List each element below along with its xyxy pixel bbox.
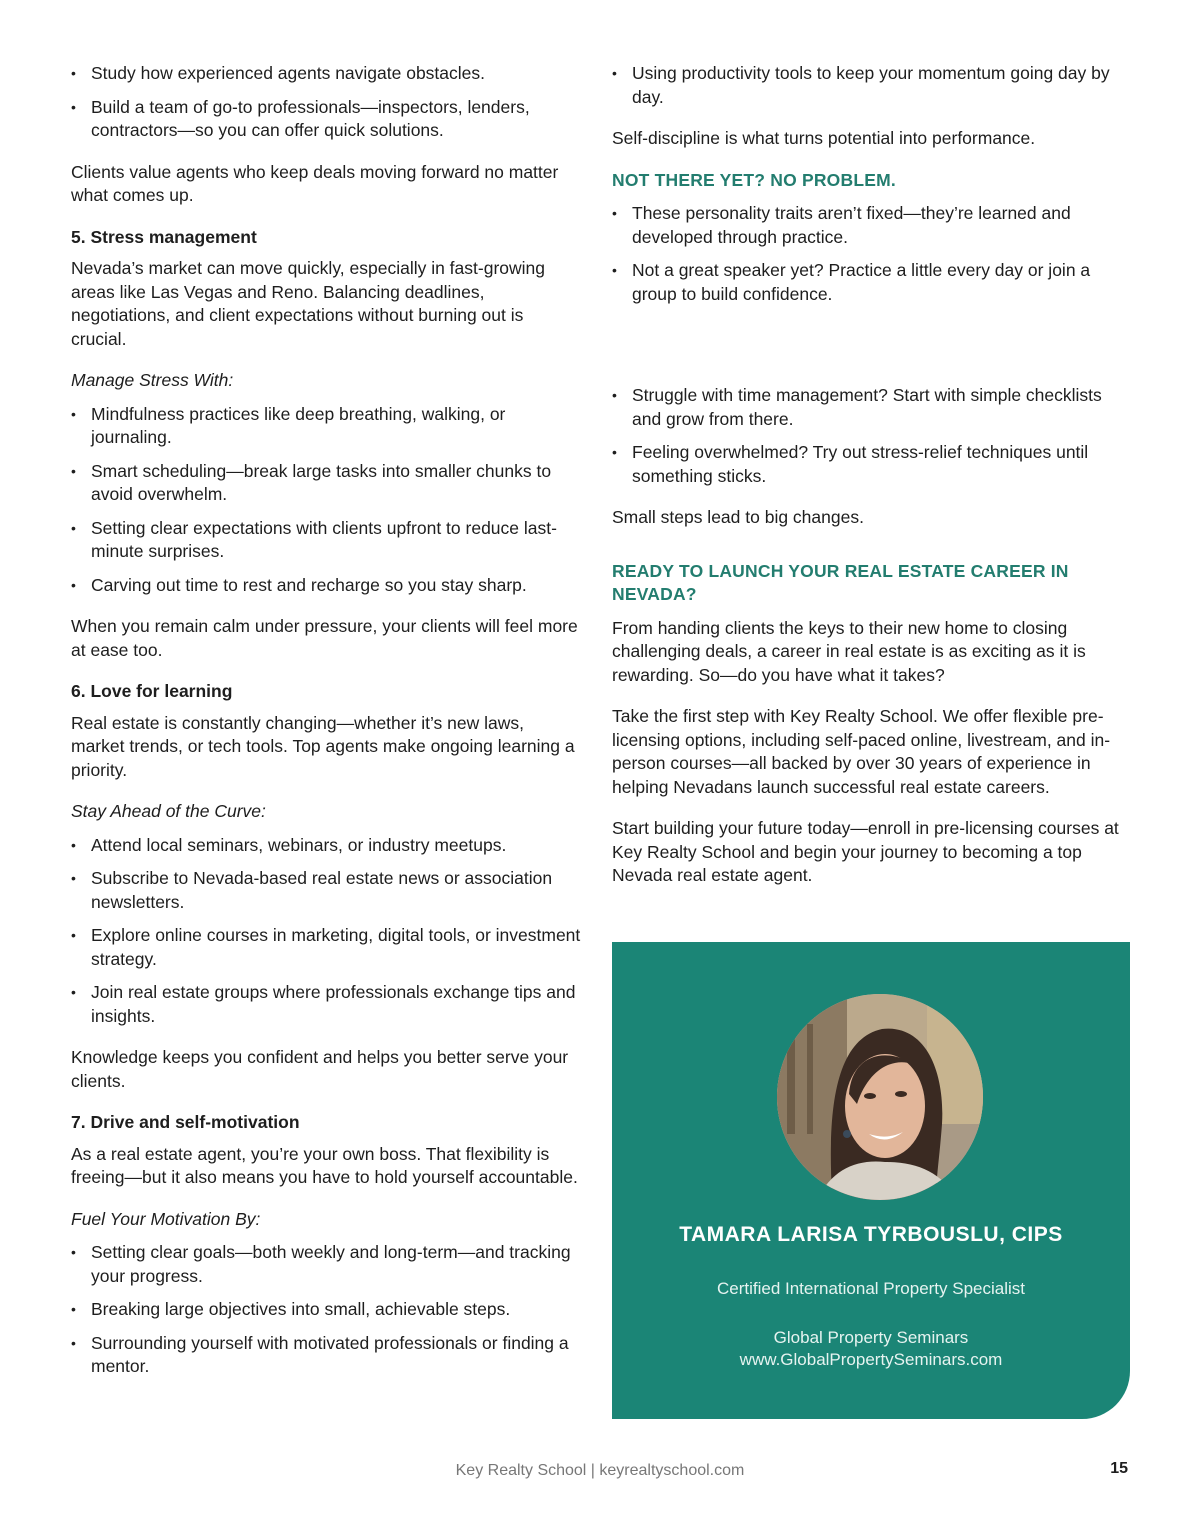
bullet-list xyxy=(71,62,581,143)
bullet-list xyxy=(612,62,1132,109)
paragraph: Knowledge keeps you confident and helps you better serve your clients. xyxy=(71,1047,569,1091)
list-item: • Breaking large objectives into small, achievable steps. xyxy=(71,1298,581,1322)
author-photo xyxy=(777,994,983,1200)
list-item: • Setting clear goals—both weekly and long-term—and tracking your progress. xyxy=(71,1241,581,1288)
section-heading: 5. Stress management xyxy=(71,226,257,247)
paragraph: Take the first step with Key Realty School. We offer flexible pre-licensing options, including self-paced online, livestream, and in-person courses—all backed by over 30 years of experience in helping Nevadans launch successful real estate careers. xyxy=(612,706,1111,797)
right-column xyxy=(612,62,1132,906)
subheading: Stay Ahead of the Curve: xyxy=(71,801,266,821)
paragraph: From handing clients the keys to their new home to closing challenging deals, a career in real estate is as exciting as it is rewarding. So—do you have what it takes? xyxy=(612,617,1086,685)
page-number: 15 xyxy=(1110,1460,1128,1477)
list-item: • Struggle with time management? Start with simple checklists and grow from there. xyxy=(612,384,1132,431)
subheading: Manage Stress With: xyxy=(71,370,234,390)
organization-name: Global Property Seminars xyxy=(773,1328,969,1347)
paragraph: Clients value agents who keep deals moving forward no matter what comes up. xyxy=(71,161,559,205)
author-title: Certified International Property Specialist xyxy=(716,1279,1026,1298)
list-item: • Not a great speaker yet? Practice a little every day or join a group to build confidence. xyxy=(612,259,1132,306)
section-heading: 7. Drive and self-motivation xyxy=(71,1112,300,1132)
list-item: • Explore online courses in marketing, digital tools, or investment strategy. xyxy=(71,924,581,971)
list-item: • Feeling overwhelmed? Try out stress-relief techniques until something sticks. xyxy=(612,441,1132,488)
left-column xyxy=(71,62,581,1397)
section-heading: NOT THERE YET? NO PROBLEM. xyxy=(612,169,896,190)
spacer xyxy=(612,324,1132,384)
list-item: • Setting clear expectations with clients upfront to reduce last-minute surprises. xyxy=(71,517,581,564)
bullet-list xyxy=(71,403,581,598)
section-heading: READY TO LAUNCH YOUR REAL ESTATE CAREER IN NEVADA? xyxy=(612,560,1069,604)
list-item: • Build a team of go-to professionals—inspectors, lenders, contractors—so you can offer quick solutions. xyxy=(71,96,581,143)
paragraph: Small steps lead to big changes. xyxy=(612,507,864,527)
list-item: • Subscribe to Nevada-based real estate news or association newsletters. xyxy=(71,867,581,914)
list-item: • Carving out time to rest and recharge so you stay sharp. xyxy=(71,574,581,598)
paragraph: When you remain calm under pressure, your clients will feel more at ease too. xyxy=(71,616,578,660)
list-item: • Join real estate groups where professionals exchange tips and insights. xyxy=(71,981,581,1028)
bullet-list xyxy=(612,202,1132,306)
list-item: • Surrounding yourself with motivated professionals or finding a mentor. xyxy=(71,1332,581,1379)
paragraph: Nevada’s market can move quickly, especially in fast-growing areas like Las Vegas and Reno. Balancing deadlines, negotiations, and client expectations without burning out is crucial. xyxy=(71,258,546,349)
bullet-list xyxy=(71,1241,581,1379)
author-name: TAMARA LARISA TYRBOUSLU, CIPS xyxy=(679,1223,1063,1246)
portrait-illustration xyxy=(777,994,983,1200)
author-organization xyxy=(612,1327,1130,1371)
section-heading: 6. Love for learning xyxy=(71,681,233,701)
paragraph: As a real estate agent, you’re your own boss. That flexibility is freeing—but it also means you have to hold yourself accountable. xyxy=(71,1143,578,1187)
list-item: • Study how experienced agents navigate obstacles. xyxy=(71,62,581,86)
bullet-list xyxy=(71,834,581,1029)
author-card xyxy=(612,942,1130,1419)
paragraph: Self-discipline is what turns potential into performance. xyxy=(612,128,1036,148)
paragraph: Start building your future today—enroll in pre-licensing courses at Key Realty School and begin your journey to becoming a top Nevada real estate agent. xyxy=(612,818,1119,885)
page-footer: Key Realty School | keyrealtyschool.com xyxy=(455,1462,745,1479)
list-item: • Smart scheduling—break large tasks into smaller chunks to avoid overwhelm. xyxy=(71,460,581,507)
list-item: • These personality traits aren’t fixed—they’re learned and developed through practice. xyxy=(612,202,1132,249)
organization-url[interactable]: www.GlobalPropertySeminars.com xyxy=(739,1350,1003,1369)
bullet-list xyxy=(612,384,1132,488)
list-item: • Using productivity tools to keep your momentum going day by day. xyxy=(612,62,1132,109)
paragraph: Real estate is constantly changing—whether it’s new laws, market trends, or tech tools. Top agents make ongoing learning a priority. xyxy=(71,712,575,780)
subheading: Fuel Your Motivation By: xyxy=(71,1208,261,1229)
list-item: • Attend local seminars, webinars, or industry meetups. xyxy=(71,834,581,858)
list-item: • Mindfulness practices like deep breathing, walking, or journaling. xyxy=(71,403,581,450)
